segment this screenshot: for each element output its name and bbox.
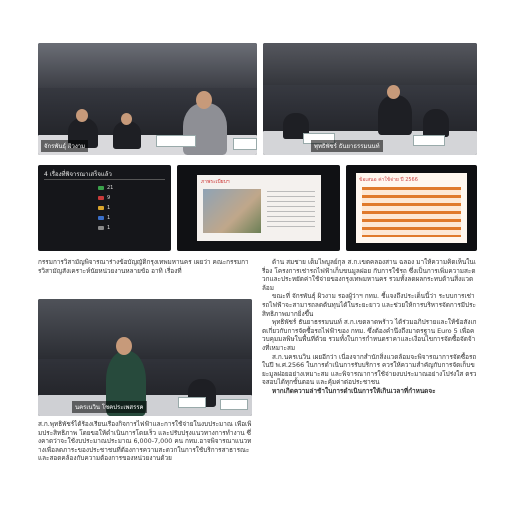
room-wall <box>38 43 257 88</box>
presentation-table-photo <box>346 165 477 251</box>
paragraph: ส.ก.พุทธิพัชร์ได้ร้องเรียนเรื่องกิจการไฟฟ้าและการใช้จ่ายในงบประมาณ เพื่อเพิ่มประสิทธิภาพ โดยขอให้ดำเนินการโดยเร็ว และปรับปรุงแนวทางการทำงาน ซึ่งคาดว่าจะใช้งบประมาณประมาณ 6,000-7,000 คน กทม.อาจพิจารณาแนวทางเพื่อลดภาระของประชาชนที่ต้องการความสะดวกในการใช้บริการสาธารณะ และสอดคล้องกับความต้องการของหน่วยงานด้วย <box>38 420 252 463</box>
attendee-head <box>76 109 88 122</box>
attendee-head <box>121 113 132 125</box>
photo-caption: นครเนวิน โชคประเพสรรค <box>72 401 147 413</box>
vote-indicator <box>98 186 104 190</box>
article-text-left-bottom <box>38 420 252 500</box>
name-plate <box>220 399 248 410</box>
name-plate <box>413 135 445 146</box>
vote-count: 1 <box>107 215 111 221</box>
slide-title: ข้อเสนอ ค่าใช้จ่าย ปี 2566 <box>359 177 418 183</box>
paragraph: ขณะที่ จักรพันธุ์ ผิวงาม รองผู้ว่าฯ กทม. ชี้แจงถึงประเด็นนี้ว่า ระบบการเช่ารถไฟฟ้าจะสามารถลดต้นทุนได้ในระยะยาว และช่วยให้การบริหารจัดการมีประสิทธิภาพมากยิ่งขึ้น <box>262 292 476 318</box>
name-plate <box>156 135 196 147</box>
vote-row <box>98 215 110 221</box>
vote-indicator <box>98 226 104 230</box>
photo-caption: จักรพันธุ์ ผิวงาม <box>41 140 88 152</box>
name-plate <box>233 138 257 150</box>
meeting-photo-speaker-right <box>263 43 477 155</box>
presentation-slide-photo <box>177 165 340 251</box>
vote-count: 21 <box>107 185 114 191</box>
divider <box>44 179 165 180</box>
voting-screen-title: 4 เรื่องที่พิจารณาเสร็จแล้ว <box>44 171 112 178</box>
photo-caption: พุทธิพัชร์ ธันยาธรรมนนท์ <box>311 140 383 152</box>
slide-photo <box>203 189 261 233</box>
speaker-head <box>116 337 132 355</box>
speaker-figure <box>378 95 412 135</box>
vote-count: 1 <box>107 225 111 231</box>
room-wall <box>38 299 252 359</box>
paragraph-bold: หากเกิดความล่าช้าในการดำเนินการให้เกินเวลาที่กำหนดจะ <box>272 386 436 395</box>
vote-count: 9 <box>107 195 111 201</box>
paragraph: กรรมการวิสามัญพิจารณาร่างข้อบัญญัติกรุงเทพมหานคร เผยว่า คณะกรรมการวิสามัญสังเคราะห์นัยหน่วยงานหลายข้อ อาทิ เรื่องที่ <box>38 258 249 275</box>
name-plate <box>178 397 206 408</box>
slide-screen <box>197 175 321 241</box>
vote-row <box>98 205 110 211</box>
vote-count: 1 <box>107 205 111 211</box>
paragraph: ส.ก.นครเนวิน เผยอีกว่า เนื่องจากสำนักสิ่งแวดล้อมจะพิจารณาการจัดซื้อรถในปี พ.ศ.2566 ในการดำเนินการรับบริการ ควรให้ความสำคัญกับการจัดเก็บขยะมูลฝอยอย่างเหมาะสม และพิจารณาการใช้จ่ายงบประมาณอย่างโปร่งใส ตรวจสอบได้ทุกขั้นตอน และคุ้มค่าต่อประชาชน <box>262 352 477 387</box>
meeting-photo-speaker-left <box>38 43 257 155</box>
vote-row <box>98 195 110 201</box>
attendee-figure <box>423 109 449 137</box>
attendee-figure <box>113 121 141 149</box>
room-wall <box>263 43 477 85</box>
paragraph: ด้าน สมชาย เต็มไพบูลย์กุล ส.ก.เขตคลองสาน ฉลอง มาให้ความคิดเห็นในเรื่อง โครงการเช่ารถไฟฟ้าเก็บขนมูลฝอย กับการใช้รถ ซึ่งเป็นการเพิ่มความสะดวกและประหยัดค่าใช้จ่ายของกรุงเทพมหานคร รวมทั้งลดผลกระทบด้านสิ่งแวดล้อม <box>262 258 476 292</box>
voting-screen-photo <box>38 165 171 251</box>
article-text-left-top <box>38 258 252 284</box>
speaker-head <box>387 85 400 99</box>
paragraph: พุทธิพัชร์ ธันยาธรรมนนท์ ส.ก.เขตลาดพร้าว ได้ร่วมอภิปรายและให้ข้อสังเกตเกี่ยวกับการจัดซื้อรถไฟฟ้าของ กทม. ซึ่งต้องคำนึงถึงมาตรฐาน Euro 5 เพื่อควบคุมมลพิษในพื้นที่ด้วย รวมทั้งในการกำหนดราคาและเงื่อนไขการจัดซื้อจัดจ้างที่เหมาะสม <box>262 318 477 352</box>
slide-text-lines <box>267 191 315 227</box>
article-text-right <box>262 258 477 508</box>
slide-screen <box>356 173 467 243</box>
vote-indicator <box>98 216 104 220</box>
speaker-head <box>196 91 212 109</box>
slide-table <box>362 187 461 237</box>
vote-indicator <box>98 206 104 210</box>
vote-indicator <box>98 196 104 200</box>
meeting-photo-young-speaker <box>38 299 252 416</box>
slide-title: ภาพระเบียบฯ <box>201 179 230 185</box>
vote-row <box>98 185 113 191</box>
speaker-figure <box>183 103 227 155</box>
vote-row <box>98 225 110 231</box>
